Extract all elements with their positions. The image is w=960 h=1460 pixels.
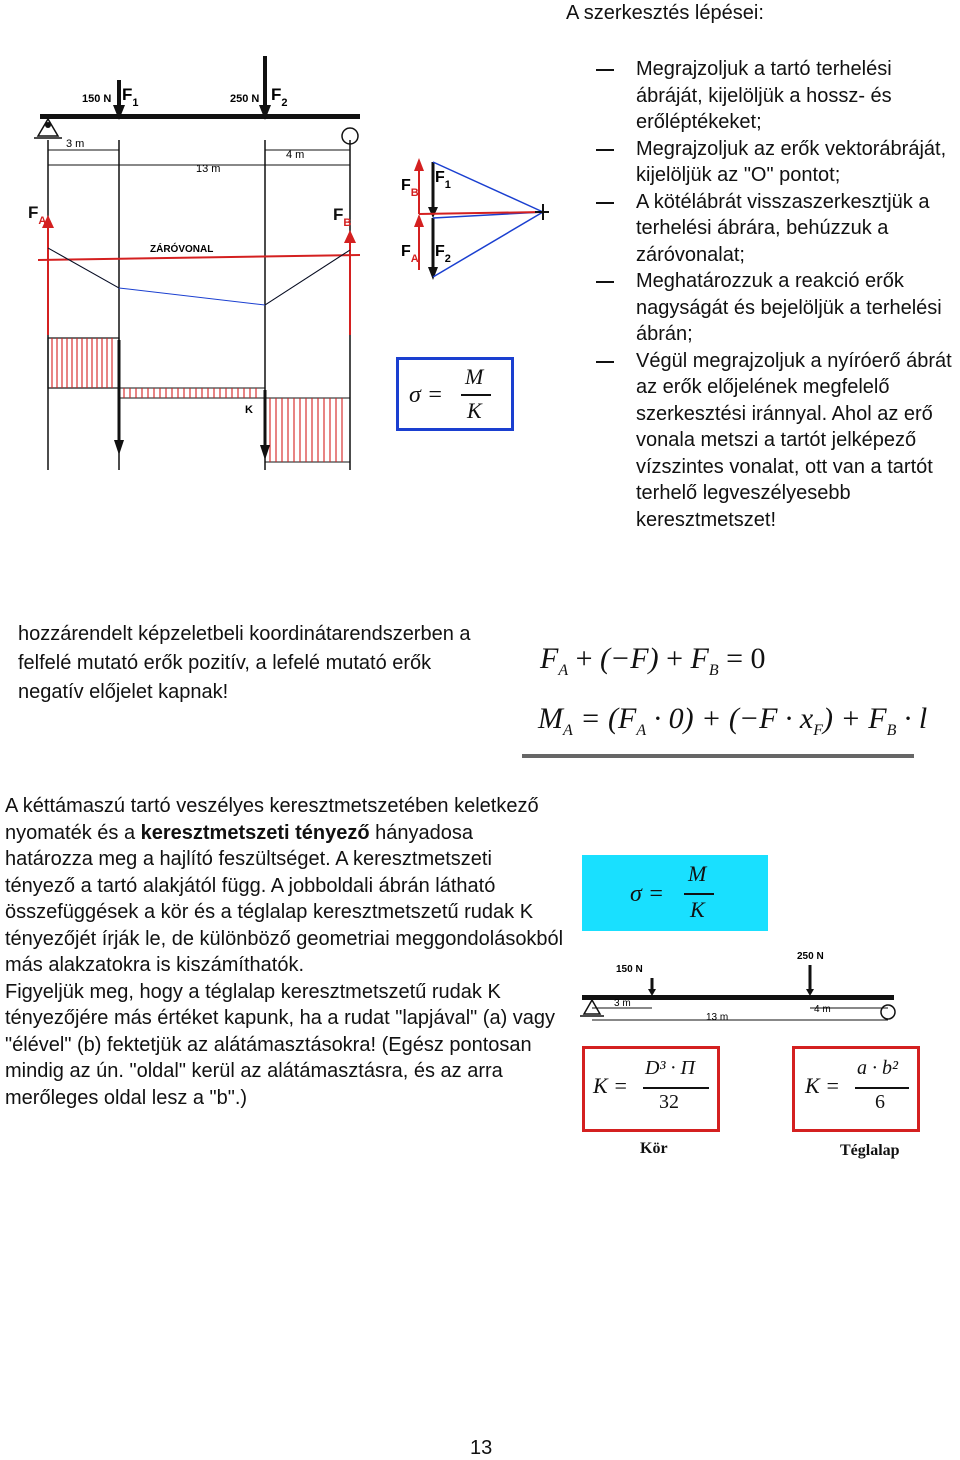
equation-underline	[522, 754, 914, 758]
sigma-denominator: K	[690, 897, 705, 922]
list-item	[596, 136, 960, 189]
equation-sum-forces: $F_A + (-F) + F_B = 0$	[540, 642, 766, 679]
dash-bullet	[596, 361, 614, 363]
k-circle-formula-box	[582, 1046, 720, 1132]
sigma-formula-box	[396, 357, 514, 431]
dim-4m: 4 m	[286, 149, 305, 161]
k-rect-denominator: 6	[875, 1091, 885, 1113]
paragraph-text: A kéttámaszú tartó veszélyes keresztmetszetében keletkező nyomaték és a	[5, 795, 539, 844]
list-item	[596, 189, 960, 269]
force2-label: 250 N	[230, 93, 260, 105]
f1-label: $F_1$	[122, 85, 139, 109]
small-beam-diagram	[572, 940, 912, 1030]
circle-caption: Kör	[640, 1140, 668, 1157]
paragraph-text: Figyeljük meg, hogy a téglalap keresztmetszetű rudak K tényezőjére más értéket kapunk, ha a rudat "lapjával" (a) vagy "élével" (b) fektetjük az alátámasztásokra! (Egész pontosan mindig az ún. "oldal" kerül az alátámasztásra, és az arra merőleges oldal lesz a "b".)	[5, 980, 556, 1109]
list-item	[596, 348, 960, 534]
list-item	[596, 268, 960, 348]
fraction-bar	[643, 1087, 709, 1089]
fraction-bar	[461, 394, 491, 396]
k-circle-denominator: 32	[659, 1091, 679, 1113]
fraction-bar	[684, 893, 714, 895]
rect-caption: Téglalap	[840, 1142, 900, 1159]
force1-label: 150 N	[82, 93, 112, 105]
dim-3m: 3 m	[66, 138, 85, 150]
small-force1-label: 150 N	[616, 964, 643, 975]
step-text: Meghatározzuk a reakció erők nagyságát és bejelöljük a terhelési ábrán;	[636, 270, 942, 345]
dash-bullet	[596, 149, 614, 151]
equation-moment: $M_A = (F_A \cdot 0) + (-F \cdot x_F) + F_B \cdot l$	[538, 702, 928, 739]
page-number: 13	[470, 1437, 493, 1459]
sigma-numerator: M	[688, 861, 707, 886]
sigma-symbol: σ =	[409, 382, 444, 408]
fa-label: $F_A$	[28, 203, 47, 227]
step-text: A kötélábrát visszaszerkesztjük a terhelési ábrára, behúzzuk a záróvonalat;	[636, 190, 930, 266]
k-circle-numerator: D³ · Π	[645, 1057, 695, 1079]
paragraph-bold-term: keresztmetszeti tényező	[140, 821, 370, 844]
vector-diagram	[395, 152, 555, 292]
dash-bullet	[596, 69, 614, 71]
sigma-symbol: σ =	[630, 881, 665, 907]
closing-line-label: ZÁRÓVONAL	[150, 244, 214, 255]
list-item	[596, 56, 960, 136]
sigma-denominator: K	[467, 398, 482, 423]
dash-bullet	[596, 281, 614, 283]
vector-fb-label: $F_B$	[401, 177, 419, 199]
small-force2-label: 250 N	[797, 951, 824, 962]
sign-note: hozzárendelt képzeletbeli koordinátarendszerben a felfelé mutató erők pozitív, a lefelé mutató erők negatív előjelet kapnak!	[18, 623, 471, 703]
main-paragraph	[5, 793, 565, 1111]
dash-bullet	[596, 202, 614, 204]
steps-list	[596, 56, 960, 533]
vector-fa-label: $F_A$	[401, 243, 419, 265]
sigma-numerator: M	[465, 364, 484, 389]
paragraph-text: hányadosa határozza meg a hajlító feszültséget. A keresztmetszeti tényező a tartó alakjától függ. A jobboldali ábrán látható összefüggések a kör és a téglalap keresztmetszetű rudak K tényezőjét írják le, de különböző geometriai meggondolásokból más alakzatokra is kiszámíthatók.	[5, 821, 564, 976]
small-dim-4m: 4 m	[814, 1004, 831, 1015]
f2-label: $F_2$	[271, 85, 288, 109]
small-dim-13m: 13 m	[706, 1012, 729, 1023]
fraction-bar	[855, 1087, 909, 1089]
beam-shear-diagram	[20, 50, 385, 470]
fb-label: $F_B$	[333, 205, 352, 229]
step-text: Megrajzoljuk a tartó terhelési ábráját, kijelöljük a hossz- és erőléptékeket;	[636, 58, 892, 133]
steps-title: A szerkesztés lépései:	[566, 2, 764, 24]
k-circle-label: K =	[593, 1073, 629, 1098]
vector-f2-label: $F_2$	[435, 243, 451, 265]
step-text: Megrajzoljuk az erők vektorábráját, kijelöljük az "O" pontot;	[636, 137, 947, 186]
k-point-label: K	[245, 404, 253, 416]
small-dim-3m: 3 m	[614, 998, 631, 1009]
sigma-formula-cyan	[582, 855, 768, 931]
vector-f1-label: $F_1$	[435, 169, 451, 191]
dim-13m: 13 m	[196, 163, 221, 175]
k-rect-numerator: a · b²	[857, 1057, 898, 1079]
step-text: Végül megrajzoljuk a nyíróerő ábrát az erők előjelének megfelelő szerkesztési iránnyal. Ahol az erő vonala metszi a tartót jelképező vízszintes vonalat, ott van a tartót terhelő legveszélyesebb keresztmetszet!	[636, 349, 952, 531]
k-rect-label: K =	[805, 1073, 841, 1098]
k-rect-formula-box	[792, 1046, 920, 1132]
